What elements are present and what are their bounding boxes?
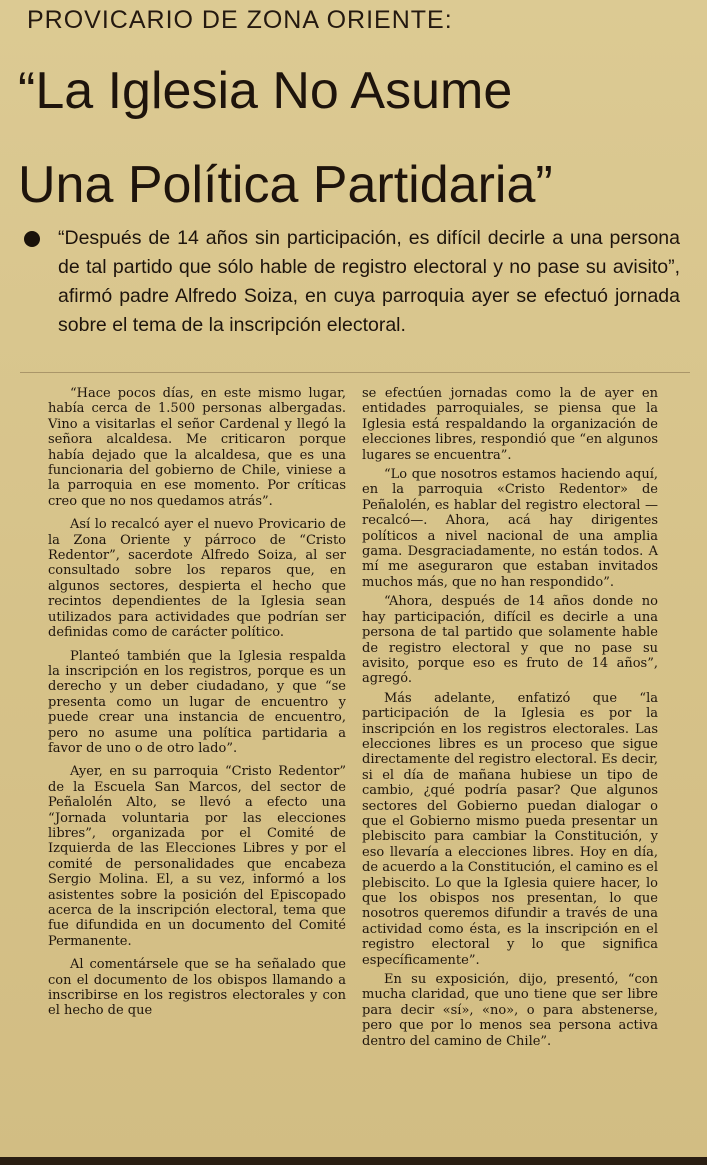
- article-kicker: PROVICARIO DE ZONA ORIENTE:: [27, 6, 453, 34]
- paragraph: Al comentársele que se ha señalado que con el documento de los obispos llamando a inscribirse en los registros electorales y con el hecho de que: [48, 957, 346, 1019]
- paragraph: “Hace pocos días, en este mismo lugar, había cerca de 1.500 personas albergadas. Vino a visitarlas el señor Cardenal y llegó la señora alcaldesa. Me criticaron porque había dejado que la alcaldesa, que es una funcionaria del gobierno de Chile, viniese a la parroquia en ese momento. Por críticas creo que no nos quedamos atrás”.: [48, 386, 346, 509]
- paragraph: Planteó también que la Iglesia respalda la inscripción en los registros, porque es un derecho y un deber ciudadano, y que “se presenta como un lugar de encuentro y puede crear una instancia de encuentro, pero no asume una política partidaria a favor de uno o de otro lado”.: [48, 648, 346, 756]
- article-headline: [18, 44, 698, 232]
- divider: [20, 372, 690, 373]
- paragraph: “Ahora, después de 14 años donde no hay participación, difícil es decirle a una persona de tal partido que solamente hable de registro electoral y que no pase su avisito, porque eso es fruto de 14 años”, agregó.: [362, 594, 658, 687]
- paragraph: “Lo que nosotros estamos haciendo aquí, en la parroquia «Cristo Redentor» de Peñalolén, es hablar del registro electoral —recalcó—. Ahora, acá hay dirigentes políticos a nivel nacional de una amplia gama. Desgraciadamente, no están todos. A mí me aseguraron que estaban invitados muchos más, que no han respondido”.: [362, 467, 658, 590]
- headline-line-1: “La Iglesia No Asume: [18, 62, 513, 120]
- bullet-icon: [24, 231, 40, 247]
- paragraph: se efectúen jornadas como la de ayer en entidades parroquiales, se piensa que la Iglesia está respaldando la organización de elecciones libres, respondió que “en algunos lugares se encuentra”.: [362, 386, 658, 463]
- body-column-right: [362, 386, 658, 1053]
- paragraph: Así lo recalcó ayer el nuevo Provicario de la Zona Oriente y párroco de “Cristo Redentor”, sacerdote Alfredo Soiza, al ser consultado sobre los reparos que, en algunos sectores, despierta el hecho que recintos dependientes de la Iglesia sean utilizados para actividades que podrían ser definidas como de carácter político.: [48, 517, 346, 641]
- article-deck: “Después de 14 años sin participación, es difícil decirle a una persona de tal partido que sólo hable de registro electoral y no pase su avisito”, afirmó padre Alfredo Soiza, en cuya parroquia ayer se efectuó jornada sobre el tema de la inscripción electoral.: [58, 227, 680, 336]
- paragraph: En su exposición, dijo, presentó, “con mucha claridad, que uno tiene que ser libre para decir «sí», «no», o para abstenerse, pero que por lo menos sea persona activa dentro del camino de Chile”.: [362, 972, 658, 1049]
- body-column-left: [48, 386, 346, 1027]
- headline-line-2: Una Política Partidaria”: [18, 156, 553, 214]
- paragraph: Más adelante, enfatizó que “la participación de la Iglesia es por la inscripción en los registros electorales. Las elecciones libres es un proceso que sigue directamente del registro electoral. Es decir, si el día de mañana hubiese un tipo de cambio, ¿qué podría pasar? Que algunos sectores del Gobierno puedan dialogar o que el Gobierno mismo pueda presentar un plebiscito para cambiar la Constitución, y eso llevaría a elecciones libres. Hoy en día, de acuerdo a la Constitución, el camino es el plebiscito. Lo que la Iglesia quiere hacer, lo que los obispos nos presentan, lo que nosotros queremos difundir a través de una actividad como ésta, es la inscripción en el registro electoral y lo que significa específicamente”.: [362, 690, 658, 968]
- paragraph: Ayer, en su parroquia “Cristo Redentor” de la Escuela San Marcos, del sector de Peñalolén Alto, se llevó a efecto una “Jornada voluntaria por las elecciones libres”, organizada por el Comité de Izquierda de las Elecciones Libres y por el comité de personalidades que encabeza Sergio Molina. El, a su vez, informó a los asistentes sobre la posición del Episcopado acerca de la inscripción electoral, tema que fue difundida en un documento del Comité Permanente.: [48, 764, 346, 949]
